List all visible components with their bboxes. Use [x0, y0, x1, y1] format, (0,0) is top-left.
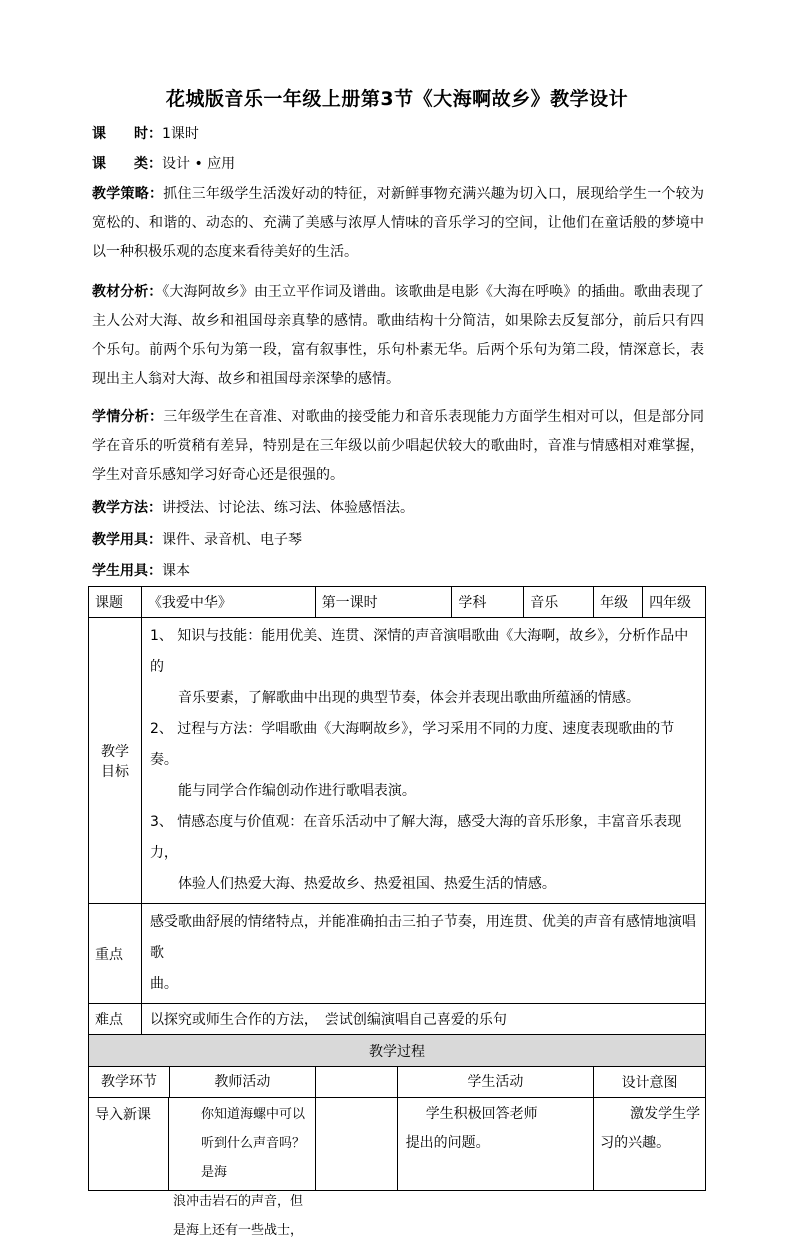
- student-line-1: 学生积极回答老师: [425, 1106, 538, 1122]
- student-analysis-label: 学情分析：: [92, 409, 164, 425]
- goals-content: [141, 618, 705, 904]
- process-header-teacher: 教师活动: [214, 1074, 271, 1090]
- intent-line-2: 习的兴趣。: [600, 1135, 671, 1151]
- key-point-line-2: 曲。: [149, 976, 178, 992]
- process-header-intent: 设计意图: [594, 1067, 706, 1098]
- process-header-row: [89, 1067, 706, 1098]
- teaching-tools-text: 课件、录音机、电子琴: [162, 532, 302, 548]
- topic-label: 课题: [89, 587, 142, 618]
- process-title-row: [89, 1035, 706, 1067]
- teaching-methods-text: 讲授法、讨论法、练习法、体验感悟法。: [162, 500, 414, 516]
- lesson-table: [88, 586, 706, 1238]
- grade-value: 四年级: [643, 587, 706, 618]
- teaching-methods: [92, 494, 704, 523]
- student-analysis-text: 三年级学生在音准、对歌曲的接受能力和音乐表现能力方面学生相对可以，但是部分同学在音乐的听赏稍有差异，特别是在三年级以前少唱起伏较大的歌曲时，音准与情感相对难掌握，学生对音乐感知学习好奇心还是很强的。: [92, 409, 705, 483]
- key-point-label: 重点: [89, 904, 142, 1004]
- goal-3-line-1: 3、 情感态度与价值观：在音乐活动中了解大海，感受大海的音乐形象，丰富音乐表现力，: [149, 814, 682, 861]
- difficult-point-label: 难点: [89, 1004, 142, 1035]
- intent-line-1: 激发学生学: [630, 1106, 701, 1122]
- process-student-activity: [398, 1098, 593, 1190]
- teaching-tools-label: 教学用具：: [92, 532, 162, 548]
- teacher-line-2: 是海: [201, 1165, 228, 1180]
- student-analysis: [92, 403, 704, 490]
- student-tools-label: 学生用具：: [92, 563, 162, 579]
- teacher-line-1: 你知道海螺中可以听到什么声音吗？: [201, 1107, 306, 1151]
- subject-label: 学科: [452, 587, 524, 618]
- student-line-2: 提出的问题。: [405, 1135, 490, 1151]
- difficult-point-row: [89, 1004, 706, 1035]
- table-header-row: [89, 587, 706, 618]
- class-type-value: 设计 • 应用: [162, 156, 236, 172]
- goal-2-line-2: 能与同学合作编创动作进行歌唱表演。: [177, 783, 416, 799]
- goal-2-line-1: 2、 过程与方法：学唱歌曲《大海啊故乡》，学习采用不同的力度、速度表现歌曲的节奏。: [149, 721, 675, 768]
- goals-label-line-2: 目标: [100, 763, 129, 780]
- goal-3-line-2: 体验人们热爱大海、热爱故乡、热爱祖国、热爱生活的情感。: [177, 876, 556, 892]
- key-point-row: [89, 904, 706, 1004]
- key-point-content: [141, 904, 705, 1004]
- document-title: 花城版音乐一年级上册第3节《大海啊故乡》教学设计: [165, 88, 629, 110]
- teaching-methods-label: 教学方法：: [92, 500, 162, 516]
- teaching-strategy-text: 抓住三年级学生活泼好动的特征，对新鲜事物充满兴趣为切入口，展现给学生一个较为宽松的、和谐的、动态的、充满了美感与浓厚人情味的音乐学习的空间，让他们在童话般的梦境中以一种积极乐观的态度来看待美好的生活。: [92, 186, 705, 260]
- grade-label: 年级: [594, 587, 643, 618]
- teaching-strategy: [92, 180, 704, 267]
- goals-label-line-1: 教学: [100, 743, 129, 760]
- student-tools: [92, 557, 704, 586]
- period-value: 第一课时: [315, 587, 452, 618]
- process-row: [89, 1098, 706, 1191]
- class-type: [92, 154, 235, 174]
- topic-value: 《我爱中华》: [141, 587, 315, 618]
- process-design-intent: [594, 1098, 706, 1191]
- process-teacher-activity: [169, 1098, 315, 1238]
- process-stage: 导入新课: [89, 1098, 169, 1190]
- material-analysis: [92, 278, 704, 394]
- process-header-stage: 教学环节: [89, 1067, 170, 1097]
- class-hours: [92, 124, 199, 144]
- process-header-student: 学生活动: [467, 1074, 524, 1090]
- key-point-line-1: 感受歌曲舒展的情绪特点，并能准确拍击三拍子节奏，用连贯、优美的声音有感情地演唱歌: [149, 914, 696, 961]
- subject-value: 音乐: [524, 587, 594, 618]
- goal-1-line-2: 音乐要素，了解歌曲中出现的典型节奏，体会并表现出歌曲所蕴涵的情感。: [177, 690, 640, 706]
- material-analysis-text: 《大海阿故乡》由王立平作词及谱曲。该歌曲是电影《大海在呼唤》的插曲。歌曲表现了主人公对大海、故乡和祖国母亲真挚的感情。歌曲结构十分简洁，如果除去反复部分，前后只有四个乐句。前两个乐句为第一段，富有叙事性，乐句朴素无华。后两个乐句为第二段，情深意长，表现出主人翁对大海、故乡和祖国母亲深挚的感情。: [92, 284, 705, 387]
- student-tools-text: 课本: [162, 563, 190, 579]
- teaching-strategy-label: 教学策略：: [92, 186, 164, 202]
- difficult-point-text: 以探究或师生合作的方法， 尝试创编演唱自己喜爱的乐句: [141, 1004, 705, 1035]
- goal-1-line-1: 1、 知识与技能：能用优美、连贯、深情的声音演唱歌曲《大海啊，故乡》，分析作品中的: [149, 628, 689, 675]
- goals-label: [89, 618, 142, 904]
- class-type-label: 课 类：: [92, 156, 162, 172]
- class-hours-label: 课 时：: [92, 126, 162, 142]
- teaching-tools: [92, 526, 704, 555]
- goals-row: [89, 618, 706, 904]
- teacher-line-3: 浪冲击岩石的声音，但是海上还有一些战士，: [173, 1194, 304, 1238]
- material-analysis-label: 教材分析：: [92, 284, 163, 300]
- class-hours-value: 1课时: [162, 126, 199, 142]
- process-title: 教学过程: [89, 1035, 706, 1067]
